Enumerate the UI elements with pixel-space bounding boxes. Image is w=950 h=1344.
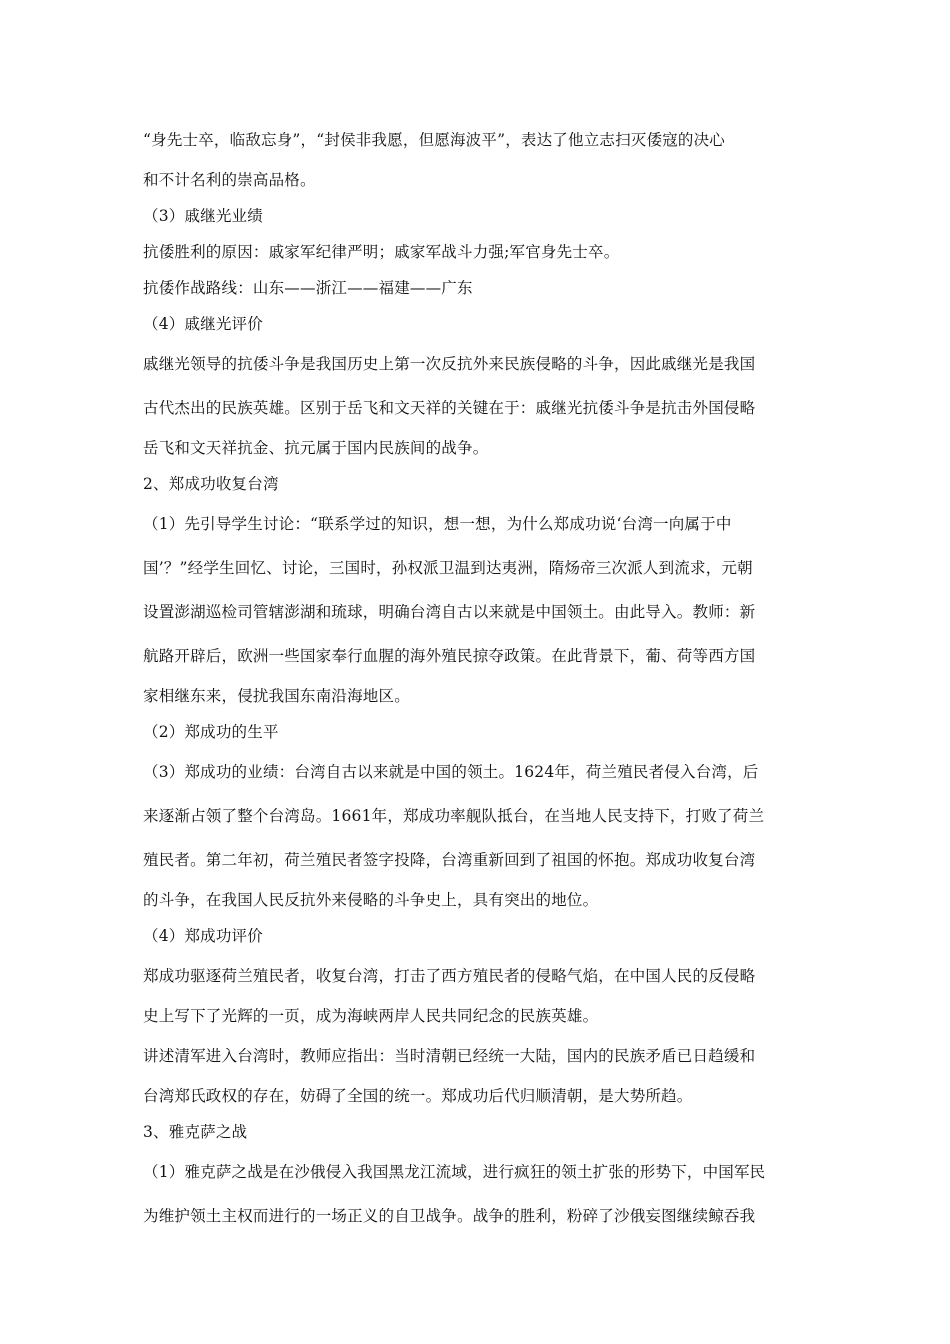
document-line: 2、郑成功收复台湾 <box>143 475 279 493</box>
document-line: 台湾郑氏政权的存在，妨碍了全国的统一。郑成功后代归顺清朝，是大势所趋。 <box>143 1087 693 1105</box>
document-line: （4）戚继光评价 <box>143 315 263 333</box>
document-line: 戚继光领导的抗倭斗争是我国历史上第一次反抗外来民族侵略的斗争，因此戚继光是我国 <box>143 355 756 373</box>
document-line: 殖民者。第二年初，荷兰殖民者签字投降，台湾重新回到了祖国的怀抱。郑成功收复台湾 <box>143 851 756 869</box>
document-line: （1）雅克萨之战是在沙俄侵入我国黑龙江流域，进行疯狂的领土扩张的形势下，中国军民 <box>143 1163 766 1181</box>
document-line: 和不计名利的崇高品格。 <box>143 171 316 189</box>
document-line: （3）戚继光业绩 <box>143 207 263 225</box>
document-line: 讲述清军进入台湾时，教师应指出：当时清朝已经统一大陆，国内的民族矛盾已日趋缓和 <box>143 1047 756 1065</box>
document-line: 岳飞和文天祥抗金、抗元属于国内民族间的战争。 <box>143 439 489 457</box>
document-line: 抗倭胜利的原因：戚家军纪律严明；戚家军战斗力强;军官身先士卒。 <box>143 243 620 261</box>
document-line: 史上写下了光辉的一页，成为海峡两岸人民共同纪念的民族英雄。 <box>143 1007 599 1025</box>
document-line: “身先士卒，临敌忘身”，“封侯非我愿，但愿海波平”，表达了他立志扫灭倭寇的决心 <box>143 131 725 149</box>
document-line: 古代杰出的民族英雄。区别于岳飞和文天祥的关键在于：戚继光抗倭斗争是抗击外国侵略 <box>143 399 756 417</box>
document-line: 航路开辟后，欧洲一些国家奉行血腥的海外殖民掠夺政策。在此背景下，葡、荷等西方国 <box>143 647 756 665</box>
document-line: 国’？”经学生回忆、讨论，三国时，孙权派卫温到达夷洲，隋炀帝三次派人到流求，元朝 <box>143 559 753 577</box>
document-line: 家相继东来，侵扰我国东南沿海地区。 <box>143 687 410 705</box>
document-line: 郑成功驱逐荷兰殖民者，收复台湾，打击了西方殖民者的侵略气焰，在中国人民的反侵略 <box>143 967 756 985</box>
document-line: （1）先引导学生讨论：“联系学过的知识，想一想，为什么郑成功说‘台湾一向属于中 <box>143 515 732 533</box>
document-line: 为维护领土主权而进行的一场正义的自卫战争。战争的胜利，粉碎了沙俄妄图继续鲸吞我 <box>143 1207 756 1225</box>
document-line: （2）郑成功的生平 <box>143 723 279 741</box>
document-line: （3）郑成功的业绩：台湾自古以来就是中国的领土。1624年，荷兰殖民者侵入台湾，后 <box>143 763 759 781</box>
document-line: （4）郑成功评价 <box>143 927 263 945</box>
document-line: 3、雅克萨之战 <box>143 1123 248 1141</box>
document-body <box>143 118 813 1238</box>
document-line: 来逐渐占领了整个台湾岛。1661年，郑成功率舰队抵台，在当地人民支持下，打败了荷兰 <box>143 807 765 825</box>
document-line: 抗倭作战路线：山东——浙江——福建——广东 <box>143 279 473 297</box>
document-line: 的斗争，在我国人民反抗外来侵略的斗争史上，具有突出的地位。 <box>143 891 599 909</box>
document-line: 设置澎湖巡检司管辖澎湖和琉球，明确台湾自古以来就是中国领土。由此导入。教师：新 <box>143 603 756 621</box>
